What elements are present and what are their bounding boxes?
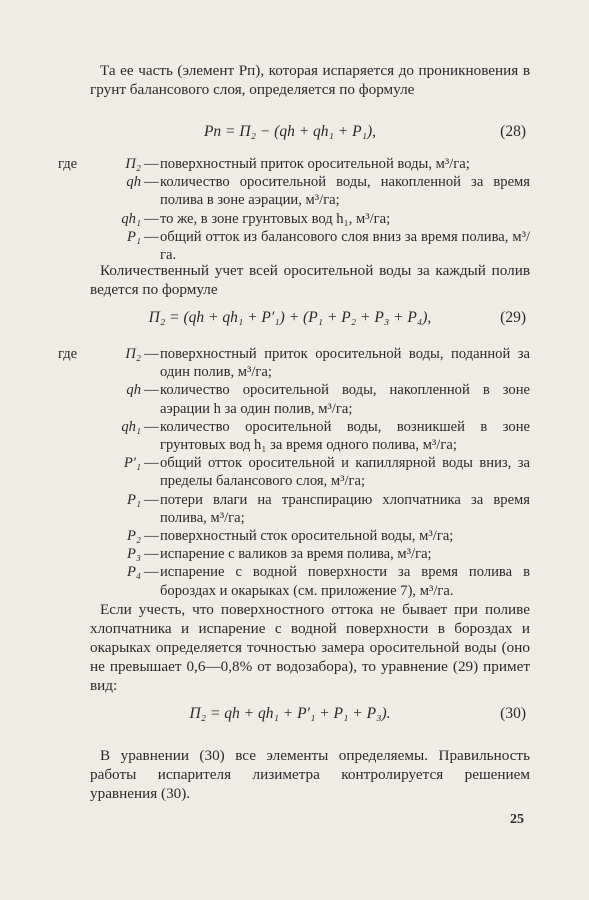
definitions-list-29 xyxy=(58,345,530,600)
page-number: 25 xyxy=(510,812,524,827)
formula-28 xyxy=(90,120,530,144)
formula-28-number: (28) xyxy=(500,123,526,140)
definition-item: P₂ — поверхностный сток оросительной воды, м³/га; xyxy=(127,528,454,545)
paragraph-condition: Если учесть, что поверхностного оттока не бывает при поливе хлопчатника и испарение с водной поверхности в бороздах и окарыках определяется точностью замера оросительной воды (оно не превышает 0,6—0,8% от водозабора), то уравнение (29) примет вид: xyxy=(90,601,530,694)
definition-item: qh — количество оросительной воды, накопленной в зоне аэрации h за один полив, м³/га; xyxy=(126,382,530,417)
definition-item: где П₂ — поверхностный приток оросительной воды, поданной за один полив, м³/га; xyxy=(58,346,530,381)
definition-item: P₄ — испарение с водной поверхности за время полива в бороздах и окарыках (см. приложение 7), м³/га. xyxy=(127,564,530,599)
definition-item: где П₂ — поверхностный приток оросительной воды, м³/га; xyxy=(58,156,470,172)
definition-item: P₁ — общий отток из балансового слоя вниз за время полива, м³/га. xyxy=(127,228,530,264)
formula-30-number: (30) xyxy=(500,705,526,722)
formula-28-expression: Pп = П₂ − (qh + qh₁ + P₁), xyxy=(203,123,377,140)
definition-item: qh₁ — количество оросительной воды, возникшей в зоне грунтовых вод h₁ за время одного полива, м³/га; xyxy=(121,418,530,454)
formula-30 xyxy=(90,702,530,726)
paragraph-quantitative: Количественный учет всей оросительной воды за каждый полив ведется по формуле xyxy=(90,262,530,298)
formula-29-expression: П₂ = (qh + qh₁ + P′₁) + (P₁ + P₂ + P₃ + P₄), xyxy=(148,309,432,326)
paragraph-conclusion: В уравнении (30) все элементы определяемы. Правильность работы испарителя лизиметра контролируется решением уравнения (30). xyxy=(90,747,530,802)
definition-item: P₁ — потери влаги на транспирацию хлопчатника за время полива, м³/га; xyxy=(127,491,530,526)
formula-29 xyxy=(90,306,530,330)
definition-item: P′₁ — общий отток оросительной и капиллярной воды вниз, за пределы балансового слоя, м³/га; xyxy=(123,455,530,490)
definition-item: qh₁ — то же, в зоне грунтовых вод h₁, м³/га; xyxy=(121,210,391,227)
formula-30-expression: П₂ = qh + qh₁ + P′₁ + P₁ + P₃). xyxy=(189,705,391,722)
definition-item: P₃ — испарение с валиков за время полива, м³/га; xyxy=(127,546,432,563)
paragraph-intro: Та ее часть (элемент Pп), которая испаряется до проникновения в грунт балансового слоя, определяется по формуле xyxy=(90,62,530,98)
formula-29-number: (29) xyxy=(500,309,526,326)
definitions-list-28 xyxy=(58,155,530,264)
definition-item: qh — количество оросительной воды, накопленной за время полива в зоне аэрации, м³/га; xyxy=(126,174,530,209)
